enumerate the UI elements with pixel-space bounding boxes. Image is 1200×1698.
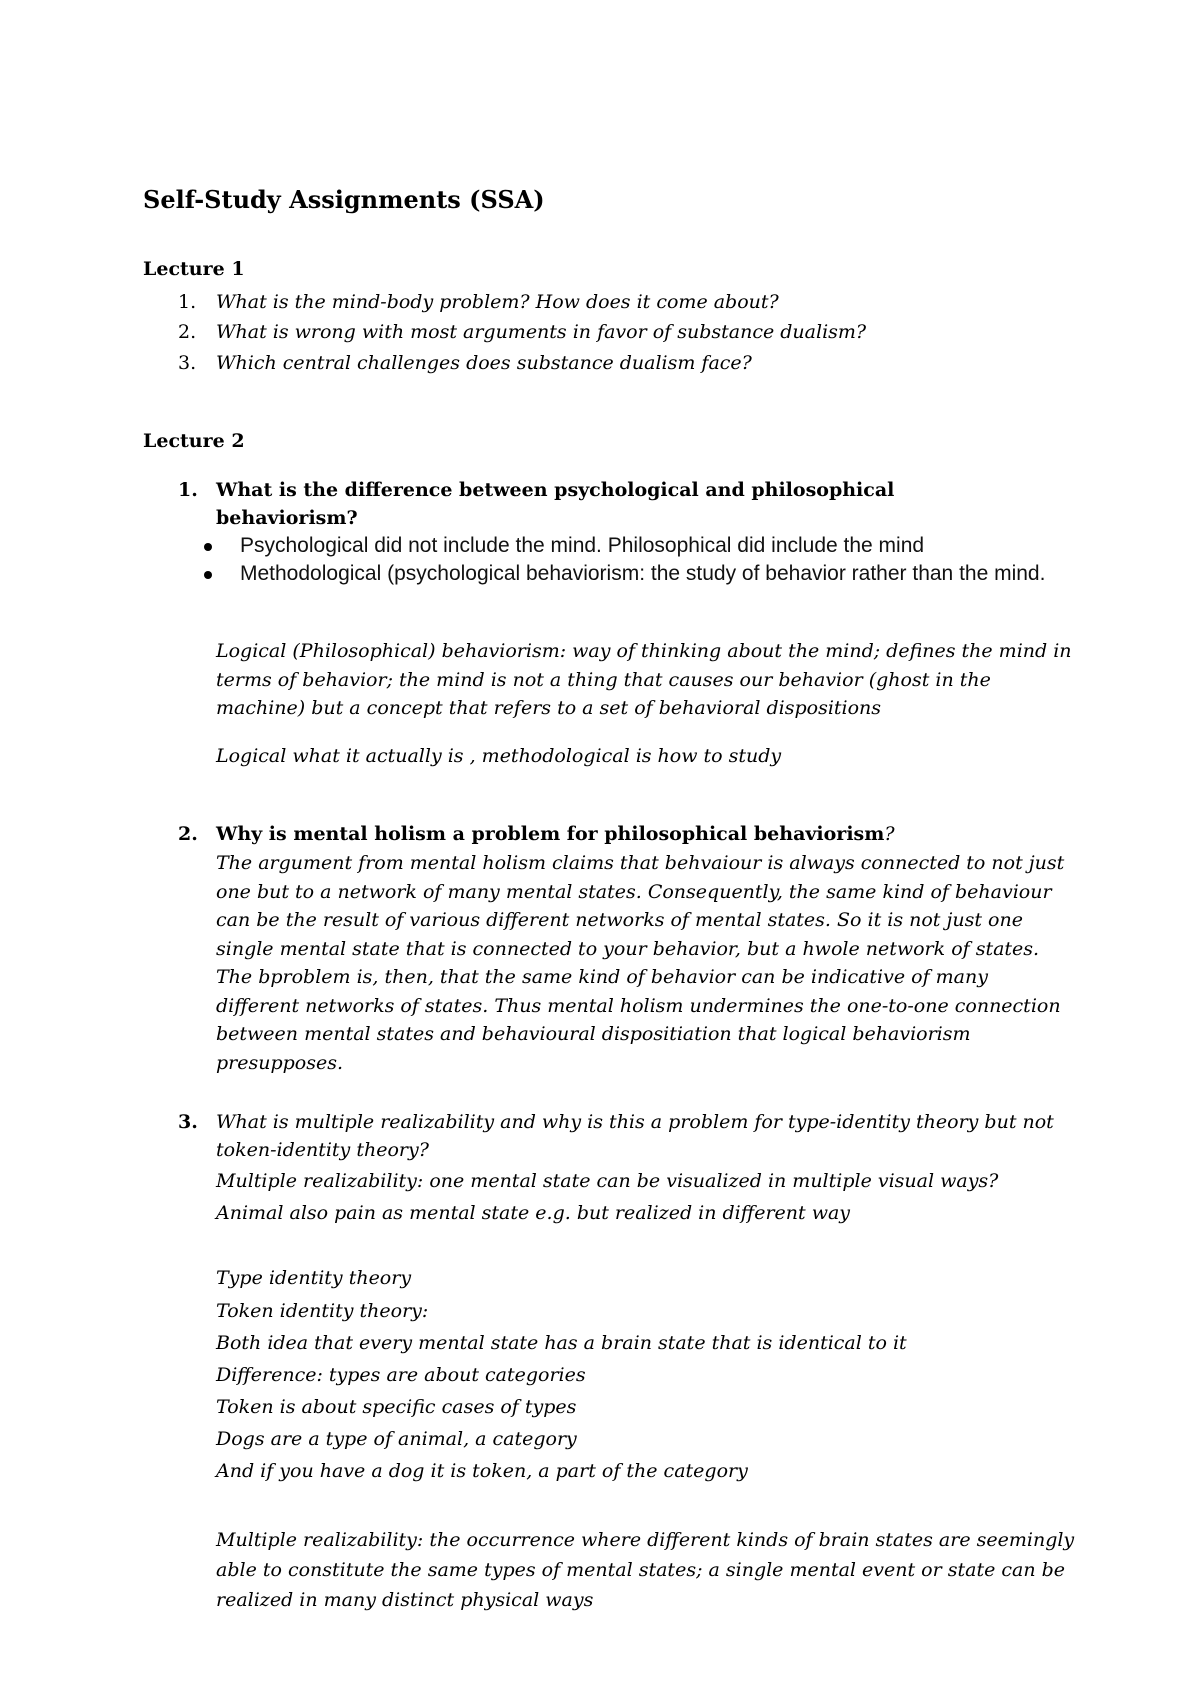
lecture-2-heading: Lecture 2 <box>143 430 245 452</box>
question-number: 2. <box>178 823 198 845</box>
lecture-2-question-3 <box>178 1108 1098 1164</box>
note-line: Dogs are a type of animal, a category <box>216 1428 577 1450</box>
lecture-1-heading: Lecture 1 <box>143 258 245 280</box>
answer-paragraph: Logical what it actually is , methodological is how to study <box>216 745 782 767</box>
bullet-dot <box>204 543 212 551</box>
question-text: What is the mind-body problem? How does it come about? <box>216 291 779 313</box>
answer-paragraph: The argument from mental holism claims that behvaiour is always connected to not just one but to a network of many mental states. Consequently, the same kind of behaviour can be the result of various different networks of mental states. So it is not just one single mental state that is connected to your behavior, but a hwole network of states. The bproblem is, then, that the same kind of behavior can be indicative of many different networks of states. Thus mental holism undermines the one-to-one connection between mental states and behavioural dispositiation that logical behaviorism presupposes. <box>216 852 1065 1074</box>
question-number: 3. <box>178 1111 198 1133</box>
bullet-dot <box>204 571 212 579</box>
bullet-text: Methodological (psychological behaviorism: the study of behavior rather than the mind. <box>240 562 1046 585</box>
note-line: Both idea that every mental state has a brain state that is identical to it <box>216 1332 907 1354</box>
note-line: Animal also pain as mental state e.g. but realized in different way <box>216 1202 851 1224</box>
document-title: Self-Study Assignments (SSA) <box>143 185 545 214</box>
question-text: What is wrong with most arguments in favor of substance dualism? <box>216 321 867 343</box>
question-number: 3. <box>178 352 197 374</box>
note-line: Multiple realizability: one mental state can be visualized in multiple visual ways? <box>216 1170 999 1192</box>
note-line: Token identity theory: <box>216 1300 429 1322</box>
note-line: Type identity theory <box>216 1267 412 1289</box>
question-text: Which central challenges does substance dualism face? <box>216 352 752 374</box>
question-number: 2. <box>178 321 197 343</box>
bullet-text: Psychological did not include the mind. Philosophical did include the mind <box>240 534 925 557</box>
note-line: And if you have a dog it is token, a part of the category <box>216 1460 748 1482</box>
answer-paragraph: Logical (Philosophical) behaviorism: way of thinking about the mind; defines the mind in terms of behavior; the mind is not a thing that causes our behavior (ghost in the machine) but a concept that refers to a set of behavioral dispositions <box>216 640 1072 719</box>
question-number: 1. <box>178 479 198 501</box>
question-text <box>216 820 1096 848</box>
question-text-bold: Why is mental holism a problem for philosophical behaviorism <box>216 823 885 845</box>
question-text: What is multiple realizability and why is this a problem for type-identity theory but not token-identity theory? <box>216 1111 1054 1161</box>
question-text: What is the difference between psychological and philosophical behaviorism? <box>216 479 895 529</box>
note-line: Token is about specific cases of types <box>216 1396 577 1418</box>
question-mark: ? <box>884 823 895 845</box>
answer-paragraph: Multiple realizability: the occurrence where different kinds of brain states are seemingly able to constitute the same types of mental states; a single mental event or state can be realized in many distinct physical ways <box>216 1529 1075 1611</box>
note-line: Difference: types are about categories <box>216 1364 586 1386</box>
lecture-2-question-1 <box>178 476 1098 532</box>
question-number: 1. <box>178 291 197 313</box>
